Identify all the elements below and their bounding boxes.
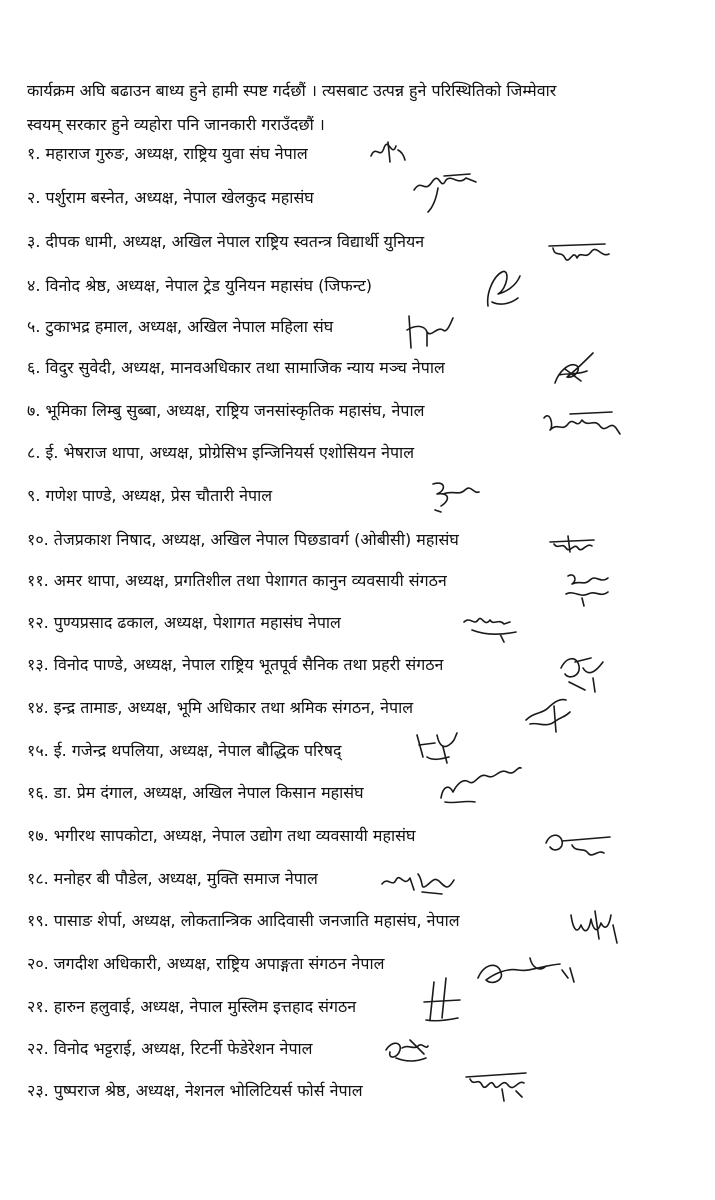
signature-23 [462, 1063, 534, 1105]
signature-14 [520, 692, 575, 738]
signatory-4: ४. विनोद श्रेष्ठ, अध्यक्ष, नेपाल ट्रेड युनियन महासंघ (जिफन्ट) [27, 276, 373, 295]
signatory-15: १५. ई. गजेन्द्र थपलिया, अध्यक्ष, नेपाल बौद्धिक परिषद् [27, 741, 342, 760]
signature-11 [560, 568, 615, 608]
signature-16 [435, 762, 525, 810]
signatory-20: २०. जगदीश अधिकारी, अध्यक्ष, राष्ट्रिय अपाङ्गता संगठन नेपाल [27, 954, 385, 973]
intro-line-1: कार्यक्रम अघि बढाउन बाध्य हुने हामी स्पष्ट गर्दछौं । त्यसबाट उत्पन्न हुने परिस्थितिको जिम्मेवार [27, 81, 557, 100]
signature-17 [540, 825, 615, 861]
signatory-3: ३. दीपक धामी, अध्यक्ष, अखिल नेपाल राष्ट्रिय स्वतन्त्र विद्यार्थी युनियन [27, 232, 425, 251]
signatory-13: १३. विनोद पाण्डे, अध्यक्ष, नेपाल राष्ट्रिय भूतपूर्व सैनिक तथा प्रहरी संगठन [27, 655, 444, 674]
signature-10 [548, 532, 596, 556]
signatory-10: १०. तेजप्रकाश निषाद, अध्यक्ष, अखिल नेपाल पिछडावर्ग (ओबीसी) महासंघ [27, 530, 459, 549]
signatory-22: २२. विनोद भट्टराई, अध्यक्ष, रिटर्नी फेडेरेशन नेपाल [27, 1039, 313, 1058]
signature-3 [545, 236, 615, 270]
signatory-19: १९. पासाङ शेर्पा, अध्यक्ष, लोकतान्त्रिक आदिवासी जनजाति महासंघ, नेपाल [27, 911, 460, 930]
signature-20 [470, 948, 580, 992]
signatory-6: ६. विदुर सुवेदी, अध्यक्ष, मानवअधिकार तथा सामाजिक न्याय मञ्च नेपाल [27, 358, 445, 377]
signature-19 [565, 905, 620, 947]
signature-4 [480, 262, 525, 314]
signature-5 [403, 312, 458, 352]
signatory-21: २१. हारुन हलुवाई, अध्यक्ष, नेपाल मुस्लिम इत्तहाद संगठन [27, 997, 357, 1016]
signatory-7: ७. भूमिका लिम्बु सुब्बा, अध्यक्ष, राष्ट्रिय जनसांस्कृतिक महासंघ, नेपाल [27, 401, 425, 420]
signature-21 [420, 974, 465, 1026]
signatory-9: ९. गणेश पाण्डे, अध्यक्ष, प्रेस चौतारी नेपाल [27, 486, 273, 505]
signatory-8: ८. ई. भेषराज थापा, अध्यक्ष, प्रोग्रेसिभ इन्जिनियर्स एशोसियन नेपाल [27, 443, 415, 462]
signature-18 [378, 866, 458, 900]
signatory-1: १. महाराज गुरुङ, अध्यक्ष, राष्ट्रिय युवा संघ नेपाल [27, 144, 308, 163]
intro-paragraph [27, 74, 697, 142]
signatory-23: २३. पुष्पराज श्रेष्ठ, अध्यक्ष, नेशनल भोलिटियर्स फोर्स नेपाल [27, 1081, 363, 1100]
signature-1 [368, 138, 408, 168]
signatory-2: २. पर्शुराम बस्नेत, अध्यक्ष, नेपाल खेलकुद महासंघ [27, 188, 314, 207]
signature-13 [555, 648, 610, 696]
signatory-11: ११. अमर थापा, अध्यक्ष, प्रगतिशील तथा पेशागत कानुन व्यवसायी संगठन [27, 571, 447, 590]
signature-2 [410, 168, 485, 218]
signatory-5: ५. टुकाभद्र हमाल, अध्यक्ष, अखिल नेपाल महिला संघ [27, 317, 334, 336]
signatory-14: १४. इन्द्र तामाङ, अध्यक्ष, भूमि अधिकार तथा श्रमिक संगठन, नेपाल [27, 698, 414, 717]
signature-15 [413, 727, 461, 767]
intro-line-2: स्वयम् सरकार हुने व्यहोरा पनि जानकारी गराउँदछौं । [27, 115, 325, 134]
signatory-16: १६. डा. प्रेम दंगाल, अध्यक्ष, अखिल नेपाल किसान महासंघ [27, 783, 364, 802]
signatory-18: १८. मनोहर बी पौडेल, अध्यक्ष, मुक्ति समाज नेपाल [27, 869, 318, 888]
signature-22 [380, 1036, 432, 1068]
signature-6 [545, 345, 605, 389]
signatory-17: १७. भगीरथ सापकोटा, अध्यक्ष, नेपाल उद्योग तथा व्यवसायी महासंघ [27, 826, 416, 845]
signatory-12: १२. पुण्यप्रसाद ढकाल, अध्यक्ष, पेशागत महासंघ नेपाल [27, 613, 341, 632]
signature-9 [425, 476, 483, 516]
signature-7 [540, 406, 625, 442]
signature-12 [460, 608, 528, 646]
